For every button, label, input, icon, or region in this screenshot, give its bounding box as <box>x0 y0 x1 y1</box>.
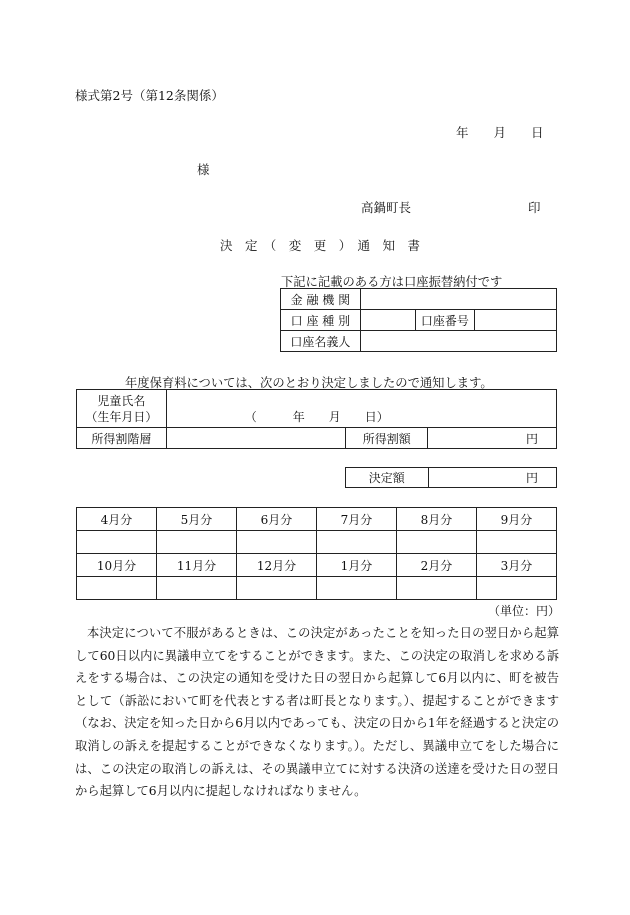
month-header: 11月分 <box>157 554 237 577</box>
bank-transfer-note: 下記に記載のある方は口座振替納付です <box>281 275 503 289</box>
bank-institution-label: 金 融 機 関 <box>281 289 361 310</box>
month-header: 3月分 <box>477 554 557 577</box>
month-value <box>317 531 397 554</box>
month-value <box>397 577 477 600</box>
account-holder-label: 口座名義人 <box>281 331 361 352</box>
document-title: 決 定 （ 変 更 ） 通 知 書 <box>220 238 421 253</box>
income-tier-value <box>166 428 346 449</box>
decision-amount-yen: 円 <box>428 468 556 488</box>
bank-institution-value <box>360 289 556 310</box>
month-value <box>397 531 477 554</box>
income-amount-yen: 円 <box>428 428 557 449</box>
account-holder-value <box>360 331 556 352</box>
month-header: 9月分 <box>477 508 557 531</box>
intro-text: 年度保育料については、次のとおり決定しましたので通知します。 <box>125 376 493 390</box>
month-value <box>477 577 557 600</box>
form-number: 様式第2号（第12条関係） <box>75 88 224 103</box>
month-value <box>77 531 157 554</box>
monthly-fee-table <box>76 507 557 600</box>
date-line: 年 月 日 <box>456 125 544 140</box>
child-name-label-cell <box>77 390 167 428</box>
month-value <box>157 577 237 600</box>
birthdate-label: （生年月日） <box>85 409 158 424</box>
month-header-row-2 <box>77 554 557 577</box>
month-header: 12月分 <box>237 554 317 577</box>
month-header: 2月分 <box>397 554 477 577</box>
month-value <box>157 531 237 554</box>
decision-amount-table <box>345 467 557 488</box>
child-name-label: 児童氏名 <box>97 393 146 408</box>
appeal-notice: 本決定について不服があるときは、この決定があったことを知った日の翌日から起算して60日以内に異議申立てをすることができます。また、この決定の取消しを求める訴えをする場合は、この決定の通知を受けた日の翌日から起算して6月以内に、町を被告として（訴訟において町を代表とする者は町長となります。）、提起することができます（なお、決定を知った日から6月以内であっても、決定の日から1年を経過すると決定の取消しの訴えを提起することができなくなります。）。ただし、異議申立てをした場合には、この決定の取消しの訴えは、その異議申立てに対する決済の送達を受けた日の翌日から起算して6月以内に提起しなければなりません。 <box>75 626 559 799</box>
month-value-row-2 <box>77 577 557 600</box>
month-header: 8月分 <box>397 508 477 531</box>
decision-amount-label: 決定額 <box>346 468 429 488</box>
account-type-value <box>360 310 415 331</box>
account-type-label: 口 座 種 別 <box>281 310 361 331</box>
month-header: 4月分 <box>77 508 157 531</box>
income-amount-label: 所得割額 <box>346 428 428 449</box>
month-value <box>237 531 317 554</box>
month-header: 5月分 <box>157 508 237 531</box>
account-number-value <box>475 310 557 331</box>
birthdate-format: （ 年 月 日） <box>244 410 389 424</box>
child-info-table <box>76 389 557 449</box>
account-number-label: 口座番号 <box>415 310 475 331</box>
month-value <box>317 577 397 600</box>
month-header-row-1 <box>77 508 557 531</box>
recipient-honorific: 様 <box>197 162 210 177</box>
month-value <box>77 577 157 600</box>
month-value-row-1 <box>77 531 557 554</box>
unit-label: （単位：円） <box>488 604 561 618</box>
child-name-value <box>166 390 556 428</box>
month-value <box>477 531 557 554</box>
income-tier-label: 所得割階層 <box>77 428 167 449</box>
month-header: 1月分 <box>317 554 397 577</box>
seal-mark: 印 <box>528 200 541 215</box>
month-value <box>237 577 317 600</box>
month-header: 6月分 <box>237 508 317 531</box>
bank-account-table <box>280 288 557 352</box>
month-header: 7月分 <box>317 508 397 531</box>
month-header: 10月分 <box>77 554 157 577</box>
issuer-name: 高鍋町長 <box>361 200 412 215</box>
